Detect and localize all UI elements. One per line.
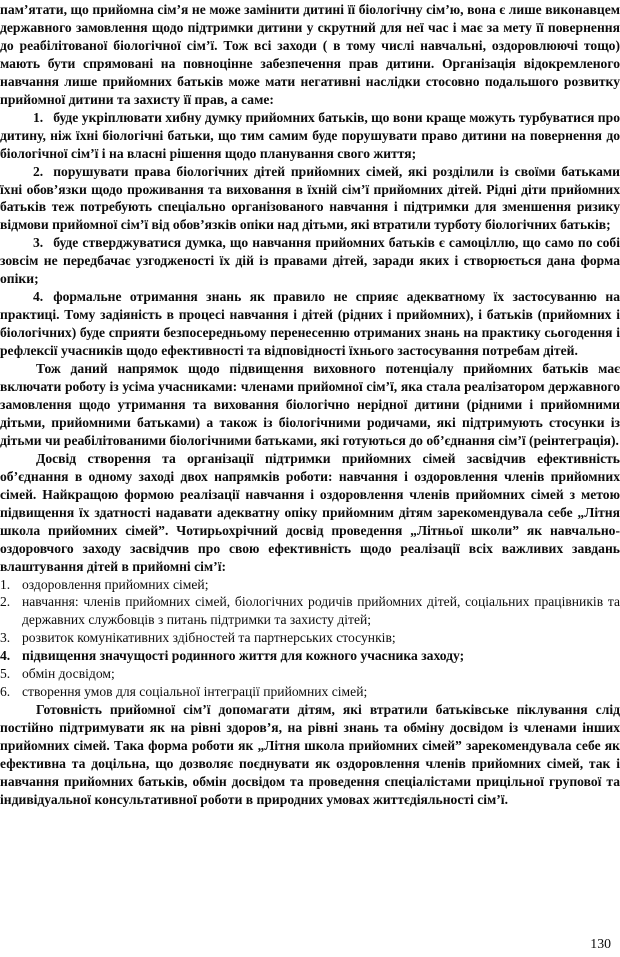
page-number: 130 [590,936,611,951]
task-text: оздоровлення прийомних сімей; [22,576,209,592]
task-number: 1. [0,576,11,592]
task-text: навчання: членів прийомних сімей, біологічних родичів прийомних дітей, соціальних працівників та державних службовців з питань підтримки та захисту дітей; [22,594,620,628]
task-list-item-4 [0,647,620,665]
item-text: порушувати права біологічних дітей прийомних сімей, які розділили із своїми батьками їхні обов’язки щодо проживання та виховання в їхній сім’ї прийомних дітей. Рідні діти прийомних батьків теж потребують спеціально організованого навчання і підтримки для зменшення ризику відмови прийомної сім’ї від обов’язків опіки над дітьми, які втратили турботу біологічних батьків; [0,163,620,233]
paragraph-readiness: Готовність прийомної сім’ї допомагати дітям, які втратили батьківське піклування слід постійно підтримувати як на рівні здоров’я, на рівні знань та обміну досвідом із членами інших прийомних сімей. Така форма роботи як „Літня школа прийомних сімей” зарекомендувала себе як ефективна та доцільна, що дозволяє поєднувати як оздоровлення членів прийомних сімей, так і навчання прийомних батьків, обмін досвідом та проведення спеціалістами прицільної групової та індивідуальної консультативної роботи в природних умовах життєдіяльності сім’ї. [0,702,620,807]
task-list-item-3 [0,629,620,647]
task-list-item-5 [0,665,620,683]
task-list-item-1 [0,576,620,594]
paragraph-direction: Тож даний напрямок щодо підвищення виховного потенціалу прийомних батьків має включати роботу із усіма учасниками: членами прийомної сім’ї, яка стала реалізатором державного замовлення щодо утримання та виховання біологічно нерідної дитини (рідними і прийомними дітьми, прийомними батьками) а також із біологічними родичами, які підтримують стосунки із дітьми чи реабілітованими біологічними батьками, які готуються до об’єднання сім’ї (реінтеграція). [0,361,620,448]
numbered-item-4 [0,288,620,360]
task-number: 5. [0,666,11,682]
item-number: 3. [33,235,44,251]
paragraph-experience: Досвід створення та організації підтримки прийомних сімей засвідчив ефективність об’єднання в одному заході двох напрямків роботи: навчання і оздоровлення членів прийомних сімей. Найкращою формою реалізації навчання і оздоровлення членів прийомних сімей з метою підвищення їх здатності надавати адекватну опіку прийомним дітям зарекомендувала себе „Літня школа прийомних сімей”. Чотирьохрічний досвід проведення „Літньої школи” як навчально-оздоровчого заходу засвідчив про свою ефективність щодо реалізації всіх важливих завдань влаштування дітей в прийомні сім’ї: [0,450,620,574]
numbered-item-1 [0,109,620,163]
task-list-item-6 [0,683,620,701]
task-text: створення умов для соціальної інтеграції прийомних сімей; [22,684,368,700]
task-number: 6. [0,684,11,700]
item-number: 1. [33,109,44,125]
task-text: розвиток комунікативних здібностей та партнерських стосунків; [22,630,396,646]
task-number: 2. [0,594,11,610]
item-number: 2. [33,163,44,179]
item-text: буде укріплювати хибну думку прийомних батьків, що вони краще можуть турбуватися про дитину, ніж їхні біологічні батьки, що тим самим буде порушувати право дитини на повернення до біологічної сім’ї і на власні рішення щодо планування свого життя; [0,109,620,161]
numbered-item-2 [0,163,620,235]
task-text: обмін досвідом; [22,666,115,682]
item-text: буде стверджуватися думка, що навчання прийомних батьків є самоціллю, що само по собі зовсім не передбачає узгодженості їх дій із правами дітей, заради яких і створюється дана форма опіки; [0,235,620,287]
paragraph-intro: пам’ятати, що прийомна сім’я не може замінити дитині її біологічну сім’ю, вона є лише виконавцем державного замовлення щодо підтримки дитини у скрутний для неї час і має за мету її повернення до реабілітованої біологічної сім’ї. Тож всі заходи ( в тому числі навчальні, оздоровлюючі тощо) мають бути спрямовані на повноцінне забезпечення прав дитини. Організація відокремленого навчання лише прийомних батьків може мати негативні наслідки стосовно подальшого розвитку прийомної дитини та захисту її прав, а саме: [0,2,620,107]
item-number: 4. [33,289,44,305]
numbered-item-3 [0,234,620,288]
task-list-item-2 [0,593,620,629]
task-number: 3. [0,630,11,646]
item-text: формальне отримання знань як правило не сприяє адекватному їх застосуванню на практиці. Тому задіяність в процесі навчання і дітей (рідних і прийомних), і батьків (прийомних і біологічних) буде сприяти безпосередньому перенесенню отриманих знань на практику сьогодення і рефлексії учасників щодо ефективності та відповідності їхнього застосування потребам дітей. [0,289,620,359]
task-text: підвищення значущості родинного життя для кожного учасника заходу; [22,648,465,664]
task-number: 4. [0,648,11,664]
